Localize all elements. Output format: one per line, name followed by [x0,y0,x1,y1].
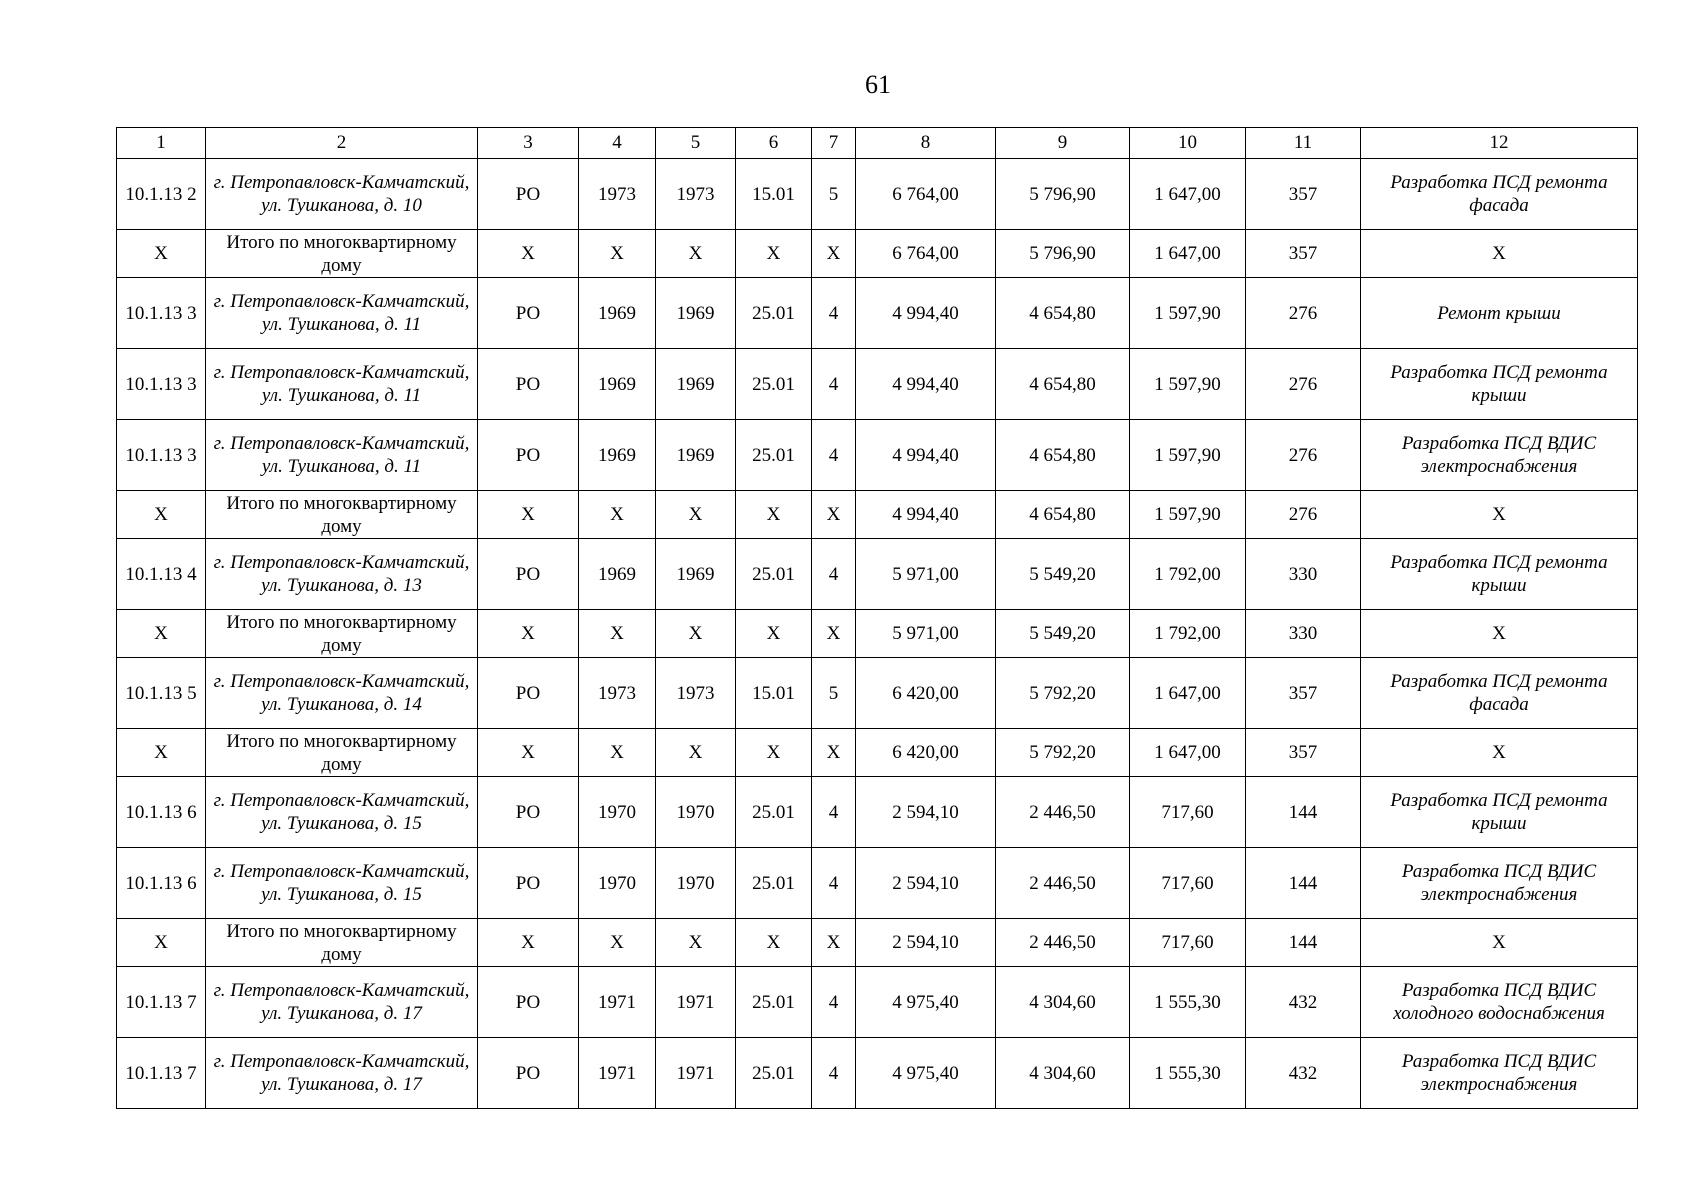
column-11-cell: 330 [1246,539,1361,610]
column-4-cell: 1971 [579,967,656,1038]
column-9-cell: 4 304,60 [996,967,1130,1038]
address-cell: Итого по многоквартирному дому [206,491,478,539]
column-11-cell: 276 [1246,349,1361,420]
column-4-cell: 1973 [579,159,656,230]
column-10-cell: 1 597,90 [1130,420,1246,491]
column-7-cell: X [812,491,856,539]
column-9-cell: 4 654,80 [996,491,1130,539]
column-7-cell: 4 [812,278,856,349]
total-row [117,230,1638,278]
column-5-cell: 1973 [656,159,736,230]
column-7-cell: X [812,919,856,967]
table-row [117,278,1638,349]
column-header: 2 [206,128,478,159]
address-cell: г. Петропавловск-Камчатский, ул. Тушканова, д. 10 [206,159,478,230]
column-11-cell: 276 [1246,491,1361,539]
work-type-cell: Разработка ПСД ремонта фасада [1361,159,1638,230]
column-3-cell: X [478,491,579,539]
column-3-cell: X [478,610,579,658]
column-6-cell: X [736,919,812,967]
table-row [117,967,1638,1038]
row-number-cell: 10.1.13 2 [117,159,206,230]
row-number-cell: 10.1.13 3 [117,420,206,491]
column-5-cell: X [656,919,736,967]
column-5-cell: 1970 [656,848,736,919]
column-6-cell: 25.01 [736,349,812,420]
column-4-cell: 1970 [579,848,656,919]
work-type-cell: Разработка ПСД ВДИС электроснабжения [1361,1038,1638,1109]
column-5-cell: X [656,729,736,777]
table-row [117,848,1638,919]
address-cell: Итого по многоквартирному дому [206,610,478,658]
column-6-cell: X [736,230,812,278]
work-type-cell: X [1361,729,1638,777]
column-9-cell: 5 549,20 [996,610,1130,658]
column-10-cell: 1 597,90 [1130,491,1246,539]
column-3-cell: X [478,919,579,967]
column-10-cell: 1 792,00 [1130,610,1246,658]
column-4-cell: 1973 [579,658,656,729]
column-7-cell: 4 [812,967,856,1038]
column-7-cell: 4 [812,349,856,420]
column-9-cell: 5 796,90 [996,230,1130,278]
column-11-cell: 276 [1246,278,1361,349]
work-type-cell: Разработка ПСД ремонта фасада [1361,658,1638,729]
column-3-cell: РО [478,967,579,1038]
work-type-cell: X [1361,491,1638,539]
column-5-cell: 1969 [656,278,736,349]
address-cell: Итого по многоквартирному дому [206,230,478,278]
column-9-cell: 2 446,50 [996,777,1130,848]
column-4-cell: 1969 [579,349,656,420]
column-header: 9 [996,128,1130,159]
column-9-cell: 4 304,60 [996,1038,1130,1109]
column-7-cell: 4 [812,848,856,919]
work-type-cell: X [1361,610,1638,658]
column-9-cell: 2 446,50 [996,919,1130,967]
column-11-cell: 357 [1246,159,1361,230]
column-8-cell: 2 594,10 [856,919,996,967]
address-cell: Итого по многоквартирному дому [206,729,478,777]
column-5-cell: 1971 [656,967,736,1038]
column-5-cell: 1973 [656,658,736,729]
column-10-cell: 1 792,00 [1130,539,1246,610]
column-10-cell: 1 597,90 [1130,278,1246,349]
column-7-cell: 5 [812,159,856,230]
address-cell: г. Петропавловск-Камчатский, ул. Тушканова, д. 17 [206,967,478,1038]
row-number-cell: 10.1.13 3 [117,349,206,420]
work-type-cell: Разработка ПСД ВДИС холодного водоснабжения [1361,967,1638,1038]
column-4-cell: 1969 [579,420,656,491]
column-8-cell: 2 594,10 [856,848,996,919]
column-6-cell: 15.01 [736,159,812,230]
total-row [117,919,1638,967]
column-10-cell: 1 555,30 [1130,1038,1246,1109]
column-6-cell: 25.01 [736,848,812,919]
column-11-cell: 330 [1246,610,1361,658]
column-9-cell: 5 796,90 [996,159,1130,230]
column-3-cell: X [478,230,579,278]
column-8-cell: 6 420,00 [856,658,996,729]
column-8-cell: 4 994,40 [856,278,996,349]
column-8-cell: 4 994,40 [856,491,996,539]
column-10-cell: 717,60 [1130,919,1246,967]
address-cell: г. Петропавловск-Камчатский, ул. Тушканова, д. 15 [206,777,478,848]
address-cell: Итого по многоквартирному дому [206,919,478,967]
column-6-cell: X [736,610,812,658]
total-row [117,491,1638,539]
row-number-cell: 10.1.13 7 [117,967,206,1038]
column-10-cell: 1 597,90 [1130,349,1246,420]
column-4-cell: X [579,919,656,967]
total-row [117,610,1638,658]
table-row [117,159,1638,230]
column-9-cell: 4 654,80 [996,420,1130,491]
column-6-cell: X [736,491,812,539]
work-type-cell: Разработка ПСД ремонта крыши [1361,777,1638,848]
work-type-cell: Разработка ПСД ремонта крыши [1361,539,1638,610]
column-header: 7 [812,128,856,159]
column-5-cell: 1970 [656,777,736,848]
table-row [117,349,1638,420]
column-8-cell: 2 594,10 [856,777,996,848]
row-number-cell: X [117,610,206,658]
column-7-cell: 4 [812,1038,856,1109]
column-10-cell: 1 647,00 [1130,658,1246,729]
column-3-cell: X [478,729,579,777]
column-9-cell: 4 654,80 [996,349,1130,420]
row-number-cell: X [117,491,206,539]
column-3-cell: РО [478,848,579,919]
row-number-cell: 10.1.13 4 [117,539,206,610]
column-11-cell: 432 [1246,1038,1361,1109]
column-10-cell: 1 647,00 [1130,729,1246,777]
column-4-cell: X [579,610,656,658]
row-number-cell: 10.1.13 6 [117,777,206,848]
address-cell: г. Петропавловск-Камчатский, ул. Тушканова, д. 13 [206,539,478,610]
column-6-cell: 25.01 [736,539,812,610]
housing-register-table [116,127,1638,1109]
work-type-cell: Разработка ПСД ВДИС электроснабжения [1361,420,1638,491]
column-3-cell: РО [478,278,579,349]
address-cell: г. Петропавловск-Камчатский, ул. Тушканова, д. 15 [206,848,478,919]
column-7-cell: 4 [812,777,856,848]
column-6-cell: 25.01 [736,967,812,1038]
column-6-cell: 15.01 [736,658,812,729]
column-3-cell: РО [478,539,579,610]
address-cell: г. Петропавловск-Камчатский, ул. Тушканова, д. 11 [206,349,478,420]
table-row [117,1038,1638,1109]
column-11-cell: 432 [1246,967,1361,1038]
column-7-cell: 5 [812,658,856,729]
column-10-cell: 1 647,00 [1130,159,1246,230]
column-3-cell: РО [478,658,579,729]
column-6-cell: 25.01 [736,420,812,491]
column-8-cell: 5 971,00 [856,610,996,658]
table-row [117,658,1638,729]
column-9-cell: 5 792,20 [996,729,1130,777]
column-9-cell: 2 446,50 [996,848,1130,919]
column-7-cell: X [812,230,856,278]
column-3-cell: РО [478,349,579,420]
column-5-cell: X [656,610,736,658]
column-8-cell: 6 764,00 [856,159,996,230]
page-number: 61 [865,70,891,99]
column-header: 11 [1246,128,1361,159]
row-number-cell: X [117,729,206,777]
column-5-cell: 1969 [656,420,736,491]
work-type-cell: Разработка ПСД ВДИС электроснабжения [1361,848,1638,919]
work-type-cell: X [1361,919,1638,967]
column-10-cell: 717,60 [1130,848,1246,919]
row-number-cell: 10.1.13 5 [117,658,206,729]
column-4-cell: X [579,230,656,278]
column-8-cell: 4 994,40 [856,420,996,491]
column-header: 5 [656,128,736,159]
column-11-cell: 144 [1246,777,1361,848]
column-header: 8 [856,128,996,159]
column-header: 10 [1130,128,1246,159]
address-cell: г. Петропавловск-Камчатский, ул. Тушканова, д. 11 [206,278,478,349]
row-number-cell: 10.1.13 7 [117,1038,206,1109]
column-4-cell: 1969 [579,539,656,610]
column-8-cell: 5 971,00 [856,539,996,610]
address-cell: г. Петропавловск-Камчатский, ул. Тушканова, д. 17 [206,1038,478,1109]
column-7-cell: 4 [812,420,856,491]
column-9-cell: 5 549,20 [996,539,1130,610]
column-4-cell: X [579,729,656,777]
table-row [117,777,1638,848]
column-7-cell: X [812,729,856,777]
column-8-cell: 6 420,00 [856,729,996,777]
column-6-cell: X [736,729,812,777]
column-8-cell: 4 994,40 [856,349,996,420]
column-11-cell: 144 [1246,848,1361,919]
column-6-cell: 25.01 [736,777,812,848]
address-cell: г. Петропавловск-Камчатский, ул. Тушканова, д. 11 [206,420,478,491]
column-8-cell: 4 975,40 [856,967,996,1038]
column-11-cell: 357 [1246,729,1361,777]
row-number-cell: X [117,230,206,278]
column-header: 4 [579,128,656,159]
column-10-cell: 1 555,30 [1130,967,1246,1038]
column-11-cell: 144 [1246,919,1361,967]
column-8-cell: 6 764,00 [856,230,996,278]
header-row [117,128,1638,159]
address-cell: г. Петропавловск-Камчатский, ул. Тушканова, д. 14 [206,658,478,729]
column-9-cell: 5 792,20 [996,658,1130,729]
column-10-cell: 717,60 [1130,777,1246,848]
column-4-cell: 1970 [579,777,656,848]
total-row [117,729,1638,777]
column-4-cell: 1971 [579,1038,656,1109]
table-row [117,420,1638,491]
column-header: 1 [117,128,206,159]
column-3-cell: РО [478,420,579,491]
column-9-cell: 4 654,80 [996,278,1130,349]
column-5-cell: 1969 [656,539,736,610]
work-type-cell: X [1361,230,1638,278]
column-8-cell: 4 975,40 [856,1038,996,1109]
column-4-cell: 1969 [579,278,656,349]
column-header: 12 [1361,128,1638,159]
column-6-cell: 25.01 [736,278,812,349]
column-7-cell: 4 [812,539,856,610]
row-number-cell: X [117,919,206,967]
column-3-cell: РО [478,1038,579,1109]
column-11-cell: 357 [1246,230,1361,278]
column-5-cell: X [656,491,736,539]
row-number-cell: 10.1.13 6 [117,848,206,919]
column-3-cell: РО [478,777,579,848]
column-11-cell: 276 [1246,420,1361,491]
column-header: 6 [736,128,812,159]
column-header: 3 [478,128,579,159]
column-3-cell: РО [478,159,579,230]
column-6-cell: 25.01 [736,1038,812,1109]
table-row [117,539,1638,610]
column-5-cell: 1971 [656,1038,736,1109]
column-11-cell: 357 [1246,658,1361,729]
row-number-cell: 10.1.13 3 [117,278,206,349]
work-type-cell: Ремонт крыши [1361,278,1638,349]
column-10-cell: 1 647,00 [1130,230,1246,278]
column-7-cell: X [812,610,856,658]
column-5-cell: X [656,230,736,278]
column-5-cell: 1969 [656,349,736,420]
column-4-cell: X [579,491,656,539]
work-type-cell: Разработка ПСД ремонта крыши [1361,349,1638,420]
